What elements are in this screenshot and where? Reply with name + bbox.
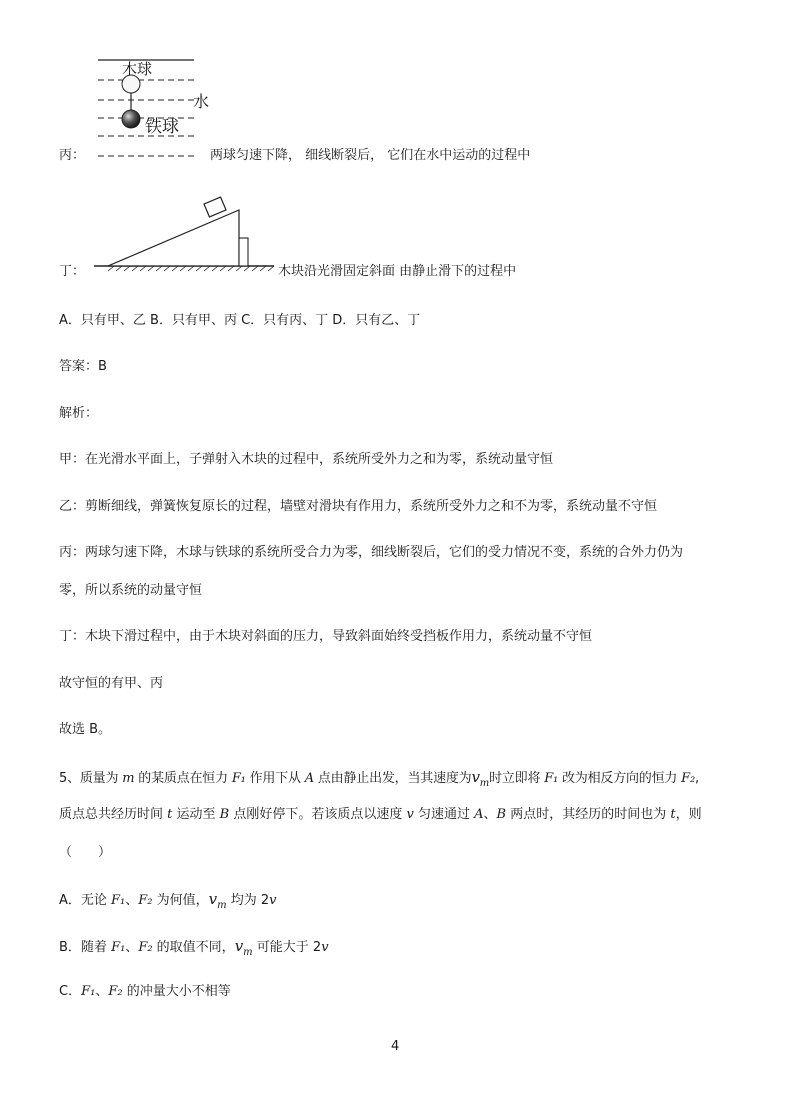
figure-incline — [94, 196, 279, 271]
option-text: 的冲量大小不相等 — [122, 984, 231, 999]
option-text: 、 — [125, 893, 139, 908]
q5-stem-text: 5、质量为 — [59, 771, 123, 786]
q4-analysis-title: 解析： — [59, 406, 99, 421]
var-v: v — [406, 807, 414, 822]
var-v: v — [321, 940, 329, 955]
q5-stem-text: ，则 — [675, 807, 702, 822]
q5-stem-text: 质点总共经历时间 — [59, 807, 168, 822]
ground-hatching — [108, 266, 274, 271]
q5-stem-text: 时立即将 — [489, 771, 545, 786]
item-bing-text: 两球匀速下降， 细线断裂后， 它们在水中运动的过程中 — [210, 148, 531, 163]
q4-answer: 答案：B — [59, 359, 107, 374]
q5-stem-text: 的某质点在恒力 — [134, 771, 232, 786]
var-vm: $v_m$ — [234, 937, 253, 958]
var-v: v — [269, 893, 277, 908]
var-B: B — [496, 807, 507, 822]
iron-ball — [122, 110, 140, 128]
option-text: 、 — [125, 940, 139, 955]
item-bing-label: 丙： — [59, 148, 86, 163]
water-label: 水 — [193, 92, 210, 111]
option-text: A．无论 — [59, 893, 112, 908]
var-F2: F₂ — [138, 893, 153, 908]
q5-stem-text: 、 — [483, 807, 497, 822]
q5-stem-line-1 — [59, 769, 699, 792]
item-ding-text: 木块沿光滑固定斜面 由静止滑下的过程中 — [278, 264, 517, 279]
var-F1: F₁ — [81, 984, 96, 999]
item-ding-label: 丁： — [59, 264, 86, 279]
var-t: t — [670, 807, 676, 822]
q5-stem-text: 点由静止出发，当其速度为 — [313, 771, 472, 786]
q5-option-a — [59, 891, 277, 914]
analysis-line-1: 甲：在光滑水平面上，子弹射入木块的过程中，系统所受外力之和为零，系统动量守恒 — [59, 452, 554, 467]
q5-stem-text: , — [694, 771, 699, 786]
figure-bottom-dashed-line — [98, 154, 198, 158]
q5-stem-text: 运动至 — [172, 807, 220, 822]
var-F1: F₁ — [544, 771, 559, 786]
q4-options: A．只有甲、乙 B．只有甲、丙 C．只有丙、丁 D．只有乙、丁 — [59, 313, 421, 328]
q5-stem-line-2 — [59, 807, 702, 823]
page-number: 4 — [391, 1039, 400, 1054]
var-m: m — [122, 771, 135, 786]
var-F2: F₂ — [138, 940, 153, 955]
var-vm: $v_m$ — [208, 890, 227, 911]
option-text: 均为 2 — [226, 893, 270, 908]
q5-stem-text: 作用下从 — [245, 771, 305, 786]
incline-wedge — [108, 210, 239, 266]
option-text: 、 — [95, 984, 109, 999]
q5-option-b — [59, 938, 329, 961]
var-F2: F₂ — [108, 984, 123, 999]
var-F1: F₁ — [231, 771, 246, 786]
q5-stem-text: 改为相反方向的恒力 — [558, 771, 682, 786]
option-text: 为何值， — [152, 893, 209, 908]
var-vm: $v_m$ — [471, 768, 490, 789]
analysis-line-7: 故选 B。 — [59, 722, 112, 737]
var-B: B — [219, 807, 230, 822]
analysis-line-2: 乙：剪断细线，弹簧恢复原长的过程，墙壁对滑块有作用力，系统所受外力之和不为零，系统动量不守恒 — [59, 499, 658, 514]
var-F1: F₁ — [111, 893, 126, 908]
q5-answer-blank: （ ） — [59, 845, 112, 860]
var-A: A — [474, 807, 484, 822]
var-t: t — [167, 807, 173, 822]
wood-ball-label: 木球 — [122, 60, 153, 78]
option-text: B．随着 — [59, 940, 112, 955]
wooden-block — [204, 197, 226, 217]
q5-stem-text: 点刚好停下。若该质点以速度 — [229, 807, 407, 822]
analysis-line-5: 丁：木块下滑过程中，由于木块对斜面的压力，导致斜面始终受挡板作用力，系统动量不守恒 — [59, 629, 593, 644]
stop-block — [239, 238, 248, 266]
analysis-line-6: 故守恒的有甲、丙 — [59, 676, 164, 691]
var-F2: F₂ — [681, 771, 695, 786]
q5-option-c — [59, 984, 231, 1000]
option-text: 可能大于 2 — [252, 940, 322, 955]
var-A: A — [304, 771, 314, 786]
option-text: C． — [59, 984, 82, 999]
option-text: 的取值不同， — [152, 940, 235, 955]
var-F1: F₁ — [111, 940, 126, 955]
analysis-line-4: 零，所以系统的动量守恒 — [59, 583, 203, 598]
analysis-line-3: 丙：两球匀速下降，木球与铁球的系统所受合力为零，细线断裂后，它们的受力情况不变，系统的合外力仍为 — [59, 545, 684, 560]
q5-stem-text: 两点时，其经历的时间也为 — [506, 807, 671, 822]
q5-stem-text: 匀速通过 — [413, 807, 475, 822]
iron-ball-label: 铁球 — [145, 117, 179, 137]
